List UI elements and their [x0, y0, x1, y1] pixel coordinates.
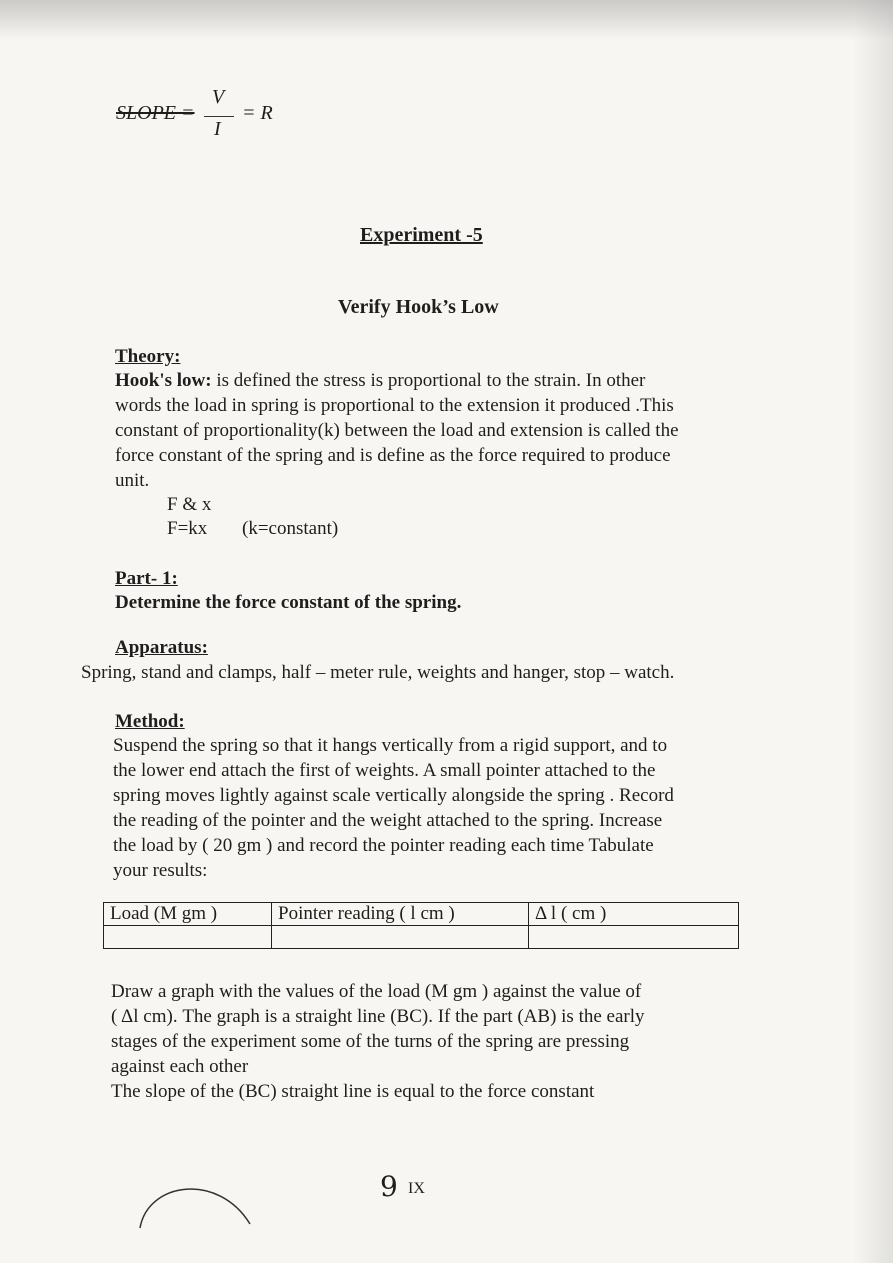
stamp-arc-icon	[138, 1172, 258, 1232]
formula-note: (k=constant)	[242, 518, 339, 539]
method-line-1: Suspend the spring so that it hangs vertically from a rigid support, and to	[113, 735, 668, 756]
scan-noise-top	[0, 0, 893, 40]
graph-line-5: The slope of the (BC) straight line is equal to the force constant	[111, 1081, 595, 1102]
experiment-title: Experiment -5	[360, 224, 483, 246]
header-pointer-reading: Pointer reading ( l cm )	[272, 903, 529, 926]
theory-term: Hook's low:	[115, 370, 212, 391]
method-line-2: the lower end attach the first of weights. A small pointer attached to the	[113, 760, 656, 781]
theory-label: Theory:	[115, 346, 181, 367]
slope-fraction-bar	[204, 116, 234, 117]
method-line-6: your results:	[113, 860, 208, 881]
formula-proportional: F & x	[167, 494, 212, 515]
apparatus-label: Apparatus:	[115, 637, 208, 658]
theory-line-2: words the load in spring is proportional to the extension it produced .This	[115, 395, 674, 416]
graph-line-1: Draw a graph with the values of the load (M gm ) against the value of	[111, 981, 642, 1002]
method-line-3: spring moves lightly against scale vertically alongside the spring . Record	[113, 785, 674, 806]
slope-rhs: = R	[242, 102, 273, 124]
apparatus-text: Spring, stand and clamps, half – meter rule, weights and hanger, stop – watch.	[81, 662, 675, 683]
theory-line-5: unit.	[115, 470, 150, 491]
cell-pointer-reading	[272, 926, 529, 949]
method-line-4: the reading of the pointer and the weight attached to the spring. Increase	[113, 810, 663, 831]
page-number: 9	[380, 1170, 398, 1203]
part1-heading: Determine the force constant of the spring.	[115, 592, 462, 613]
formula-hooke: F=kx	[167, 518, 208, 539]
theory-line-1: is defined the stress is proportional to the strain. In other	[211, 370, 646, 391]
slope-denominator: I	[214, 118, 221, 140]
method-label: Method:	[115, 711, 185, 732]
slope-formula	[116, 86, 286, 152]
table-row	[104, 926, 739, 949]
header-load: Load (M gm )	[104, 903, 272, 926]
method-paragraph	[113, 733, 753, 883]
scan-noise-right	[853, 0, 893, 1263]
theory-line-3: constant of proportionality(k) between the load and extension is called the	[115, 420, 679, 441]
method-line-5: the load by ( 20 gm ) and record the pointer reading each time Tabulate	[113, 835, 654, 856]
graph-line-4: against each other	[111, 1056, 249, 1077]
page-roman-numeral: IX	[408, 1180, 425, 1197]
slope-lhs: SLOPE =	[116, 102, 195, 124]
cell-load	[104, 926, 272, 949]
slope-numerator: V	[212, 86, 225, 108]
experiment-subtitle: Verify Hook’s Low	[338, 296, 499, 318]
theory-line-4: force constant of the spring and is define as the force required to produce	[115, 445, 671, 466]
results-table	[103, 902, 739, 949]
theory-paragraph	[115, 368, 755, 493]
graph-line-3: stages of the experiment some of the turns of the spring are pressing	[111, 1031, 630, 1052]
table-header-row	[104, 903, 739, 926]
graph-paragraph	[111, 979, 761, 1104]
part1-label: Part- 1:	[115, 568, 178, 589]
graph-line-2: ( Δl cm). The graph is a straight line (BC). If the part (AB) is the early	[111, 1006, 645, 1027]
header-delta-l: Δ l ( cm )	[529, 903, 739, 926]
cell-delta-l	[529, 926, 739, 949]
